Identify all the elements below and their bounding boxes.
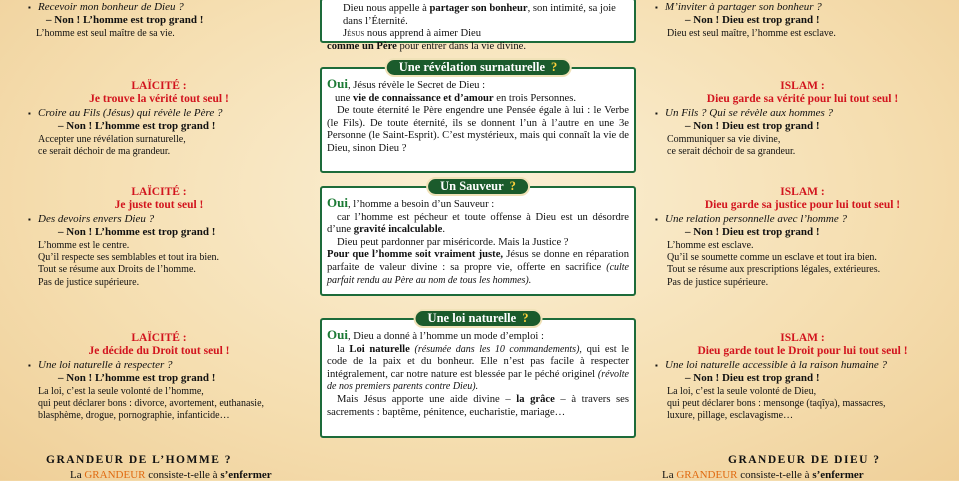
ct-l1a: Dieu nous appelle à [343,3,427,14]
left-s2-text-0: L’homme est le centre. [38,239,130,251]
right-top-text: Dieu est seul maître, l’homme est esclave. [667,27,836,39]
sauveur-l2: car l’homme est pécheur et toute offense à Dieu est un désordre d’une [327,211,629,236]
right-top-question: M’inviter à partager son bonheur ? [665,1,822,13]
ct-l3b: pour entrer dans la vie divine. [399,40,526,52]
left-s2-title2: Je juste tout seul ! [114,199,204,212]
right-s2-text-1: Qu’il se soumette comme un esclave et tout ira bien. [667,252,877,264]
ct-l2b: nous apprend à aimer Dieu [366,28,482,40]
left-s2-title1: LAÏCITÉ : [131,186,187,198]
sauveur-l4b: Jésus se donne en réparation parfaite de valeur divine : sa propre vie, offerte en sacrifice [327,249,629,273]
right-s1-question: Un Fils ? Qui se révèle aux hommes ? [665,106,834,119]
right-s2-question: Une relation personnelle avec l’homme ? [665,212,847,225]
left-top-block: ▪ Recevoir mon bonheur de Dieu ? – Non ! L’homme est trop grand ! L’homme est seul maître de sa vie. [28,1,304,40]
revelation-l3: De toute éternité le Père engendre une Pensée égale à lui : le Verbe (le Fils). De toute éternité, ils se donnent l’un à l’autre en une 3e Personne (le Saint-Esprit). C’est mystérieux, mais qui connaît la vie de Dieu, sinon Dieu ? [327,105,629,154]
left-section-2: LAÏCITÉ : Je juste tout seul ! ▪ Des devoirs envers Dieu ? – Non ! L’homme est trop grand ! L’homme est le centre. Qu’il respecte ses semblables et tout ira bien. Tout se résume aux Droits de l’homme. Pas de justice supérieure. [14,186,304,289]
loi-pill-label: Une loi naturelle [427,311,517,325]
right-section-2: ISLAM : Dieu garde sa justice pour lui tout seul ! ▪ Une relation personnelle avec l’homme ? – Non ! Dieu est trop grand ! L’homme est esclave. Qu’il se soumette comme un esclave et tout ira bien. Tout se résume aux prescriptions légales, extérieures. Pas de justice supérieure. [655,186,950,289]
left-section-3: LAÏCITÉ : Je décide du Droit tout seul ! ▪ Une loi naturelle à respecter ? – Non ! L’homme est trop grand ! La loi, c’est la seule volonté de l’homme, qui peut déclarer bons : divorce, avortement, euthanasie, blasphème, drogue, pornographie, infanticide… [14,332,304,423]
sauveur-l4a: Pour que l’homme soit vraiment juste, [327,249,504,261]
loi-l2c: (résumée dans les 10 commandements), [414,343,582,355]
sauveur-pill-label: Un Sauveur [440,179,504,193]
revelation-l2b: vie de connaissance et d’amour [352,92,494,104]
right-s1-text-1: ce serait déchoir de sa grandeur. [667,146,796,158]
right-footer-c: s’enfermer [812,469,864,481]
left-section-1: LAÏCITÉ : Je trouve la vérité tout seul ! ▪ Croire au Fils (Jésus) qui révèle le Père ? – Non ! L’homme est trop grand ! Accepter une révélation surnaturelle, ce serait déchoir de ma grandeur. [14,80,304,158]
center-box-sauveur: Un Sauveur ? Oui, l’homme a besoin d’un Sauveur : car l’homme est pécheur et toute offense à Dieu est un désordre d’une gravité incalculable. Dieu peut pardonner par miséricorde. Mais la Justice ? Pour que l’homme soit vraiment juste, Jésus se donne en réparation parfaite de valeur divine : sa propre vie, offerte en sacrifice (culte parfait rendu au Père au nom de tous les hommes). [320,186,636,296]
right-s2-title1: ISLAM : [780,186,825,198]
left-top-question: Recevoir mon bonheur de Dieu ? [38,1,184,13]
left-s1-question: Croire au Fils (Jésus) qui révèle le Père ? [38,106,223,119]
left-footer-line [70,469,272,481]
left-top-answer: – Non ! L’homme est trop grand ! [46,14,204,27]
left-s2-text-2: Tout se résume aux Droits de l’homme. [38,264,196,276]
left-footer-b: consiste-t-elle à [148,469,218,481]
left-top-text: L’homme est seul maître de sa vie. [36,27,175,39]
loi-oui: Oui [327,327,348,342]
sauveur-pill-q: ? [509,179,516,193]
left-footer-a: La [70,469,82,481]
center-top-box [320,0,636,52]
sauveur-l2b: gravité incalculable [353,224,443,236]
right-s2-text-0: L’homme est esclave. [667,239,754,251]
revelation-l2c: en trois Personnes. [496,92,577,104]
loi-l2d: qui est le code de la paix et du bonheur. Elle n’est pas facile à respecter intégralement, car notre nature est blessée par le péché originel [327,343,629,380]
right-s3-title1: ISLAM : [780,332,825,344]
right-footer-line [662,469,864,481]
left-s2-text-3: Pas de justice supérieure. [38,276,140,288]
right-s2-text-3: Pas de justice supérieure. [667,276,769,288]
right-footer-a: La [662,469,674,481]
loi-l2a: la [337,343,345,355]
left-s3-text-0: La loi, c’est la seule volonté de l’homme, [38,385,204,397]
right-s1-text-0: Communiquer sa vie divine, [667,133,781,145]
left-s1-text-1: ce serait déchoir de ma grandeur. [38,146,171,158]
loi-l3a: Mais Jésus apporte une aide divine – [337,393,511,405]
right-s3-question: Une loi naturelle accessible à la raison humaine ? [665,358,888,371]
left-s3-answer: – Non ! L’homme est trop grand ! [58,372,216,385]
sauveur-l4c: (culte parfait rendu au Père au nom de tous les hommes). [327,261,629,286]
sauveur-l3: Dieu peut pardonner par miséricorde. Mais la Justice ? [337,236,569,248]
right-s3-title2: Dieu garde tout le Droit pour lui tout seul ! [697,345,908,358]
ct-l1b: partager son bonheur [429,3,528,14]
right-s3-text-1: qui peut déclarer bons : mensonge (taqîya), massacres, [667,398,886,410]
loi-l1: , Dieu a donné à l’homme un mode d’emploi : [347,331,544,342]
right-section-3: ISLAM : Dieu garde tout le Droit pour lui tout seul ! ▪ Une loi naturelle accessible à la raison humaine ? – Non ! Dieu est trop grand ! La loi, c’est la seule volonté de Dieu, qui peut déclarer bons : mensonge (taqîya), massacres, luxure, pillage, esclavagisme… [655,332,950,423]
ct-l3a: comme un Père [327,40,397,52]
revelation-l2a: une [335,92,351,104]
center-box-loi [320,311,636,438]
left-s1-text-0: Accepter une révélation surnaturelle, [38,133,186,145]
right-s2-answer: – Non ! Dieu est trop grand ! [685,226,820,239]
loi-l3b: la grâce [516,393,555,405]
left-s2-question: Des devoirs envers Dieu ? [38,212,155,225]
loi-l2b: Loi naturelle [349,343,410,355]
left-s2-answer: – Non ! L’homme est trop grand ! [58,226,216,239]
left-footer-c: s’enfermer [220,469,272,481]
left-s3-text-2: blasphème, drogue, pornographie, infanticide… [38,410,230,422]
center-box-revelation [320,60,636,173]
right-s2-text-2: Tout se résume aux prescriptions légales, extérieures. [667,264,881,276]
right-footer-b: consiste-t-elle à [740,469,810,481]
revelation-oui: Oui [327,76,348,91]
right-s1-title1: ISLAM : [780,80,825,92]
left-s3-text-1: qui peut déclarer bons : divorce, avortement, euthanasie, [38,398,265,410]
left-s3-title1: LAÏCITÉ : [131,332,187,344]
left-s2-text-1: Qu’il respecte ses semblables et tout ira bien. [38,252,220,264]
sauveur-l1: , l’homme a besoin d’un Sauveur : [347,199,495,210]
right-footer-title: GRANDEUR DE DIEU ? [728,454,881,466]
revelation-l1: , Jésus révèle le Secret de Dieu : [347,80,486,91]
right-section-1: ISLAM : Dieu garde sa vérité pour lui tout seul ! ▪ Un Fils ? Qui se révèle aux hommes ? – Non ! Dieu est trop grand ! Communiquer sa vie divine, ce serait déchoir de sa grandeur. [655,80,950,158]
loi-l2e: (révolte de nos premiers parents contre Dieu). [327,368,629,393]
left-s1-answer: – Non ! L’homme est trop grand ! [58,120,216,133]
revelation-pill [385,58,572,77]
right-footer-word: GRANDEUR [676,469,738,481]
right-top-block: ▪ M’inviter à partager son bonheur ? – Non ! Dieu est trop grand ! Dieu est seul maître, l’homme est esclave. [655,1,950,40]
loi-pill [414,309,543,328]
loi-pill-q: ? [522,311,529,325]
right-s1-answer: – Non ! Dieu est trop grand ! [685,120,820,133]
right-s3-text-2: luxure, pillage, esclavagisme… [667,410,794,422]
loi-l3c: – à travers ses sacrements : baptême, pénitence, eucharistie, mariage… [327,393,629,418]
sauveur-pill [426,177,530,196]
revelation-pill-q: ? [551,60,558,74]
sauveur-oui: Oui [327,195,348,210]
left-s1-title2: Je trouve la vérité tout seul ! [89,93,229,106]
ct-l1c: , son intimité, sa joie dans l’Éternité. [343,3,616,27]
right-s1-title2: Dieu garde sa vérité pour lui tout seul ! [706,93,899,106]
left-footer-title: GRANDEUR DE L’HOMME ? [46,454,233,466]
left-s3-title2: Je décide du Droit tout seul ! [88,345,230,358]
right-s3-text-0: La loi, c’est la seule volonté de Dieu, [667,385,817,397]
left-s3-question: Une loi naturelle à respecter ? [38,358,173,371]
ct-l2a: Jésus [343,28,365,40]
right-s2-title2: Dieu garde sa justice pour lui tout seul ! [704,199,901,212]
left-s1-title1: LAÏCITÉ : [131,80,187,92]
left-footer-word: GRANDEUR [84,469,146,481]
right-top-answer: – Non ! Dieu est trop grand ! [685,14,820,27]
revelation-pill-label: Une révélation surnaturelle [398,60,546,74]
right-s3-answer: – Non ! Dieu est trop grand ! [685,372,820,385]
